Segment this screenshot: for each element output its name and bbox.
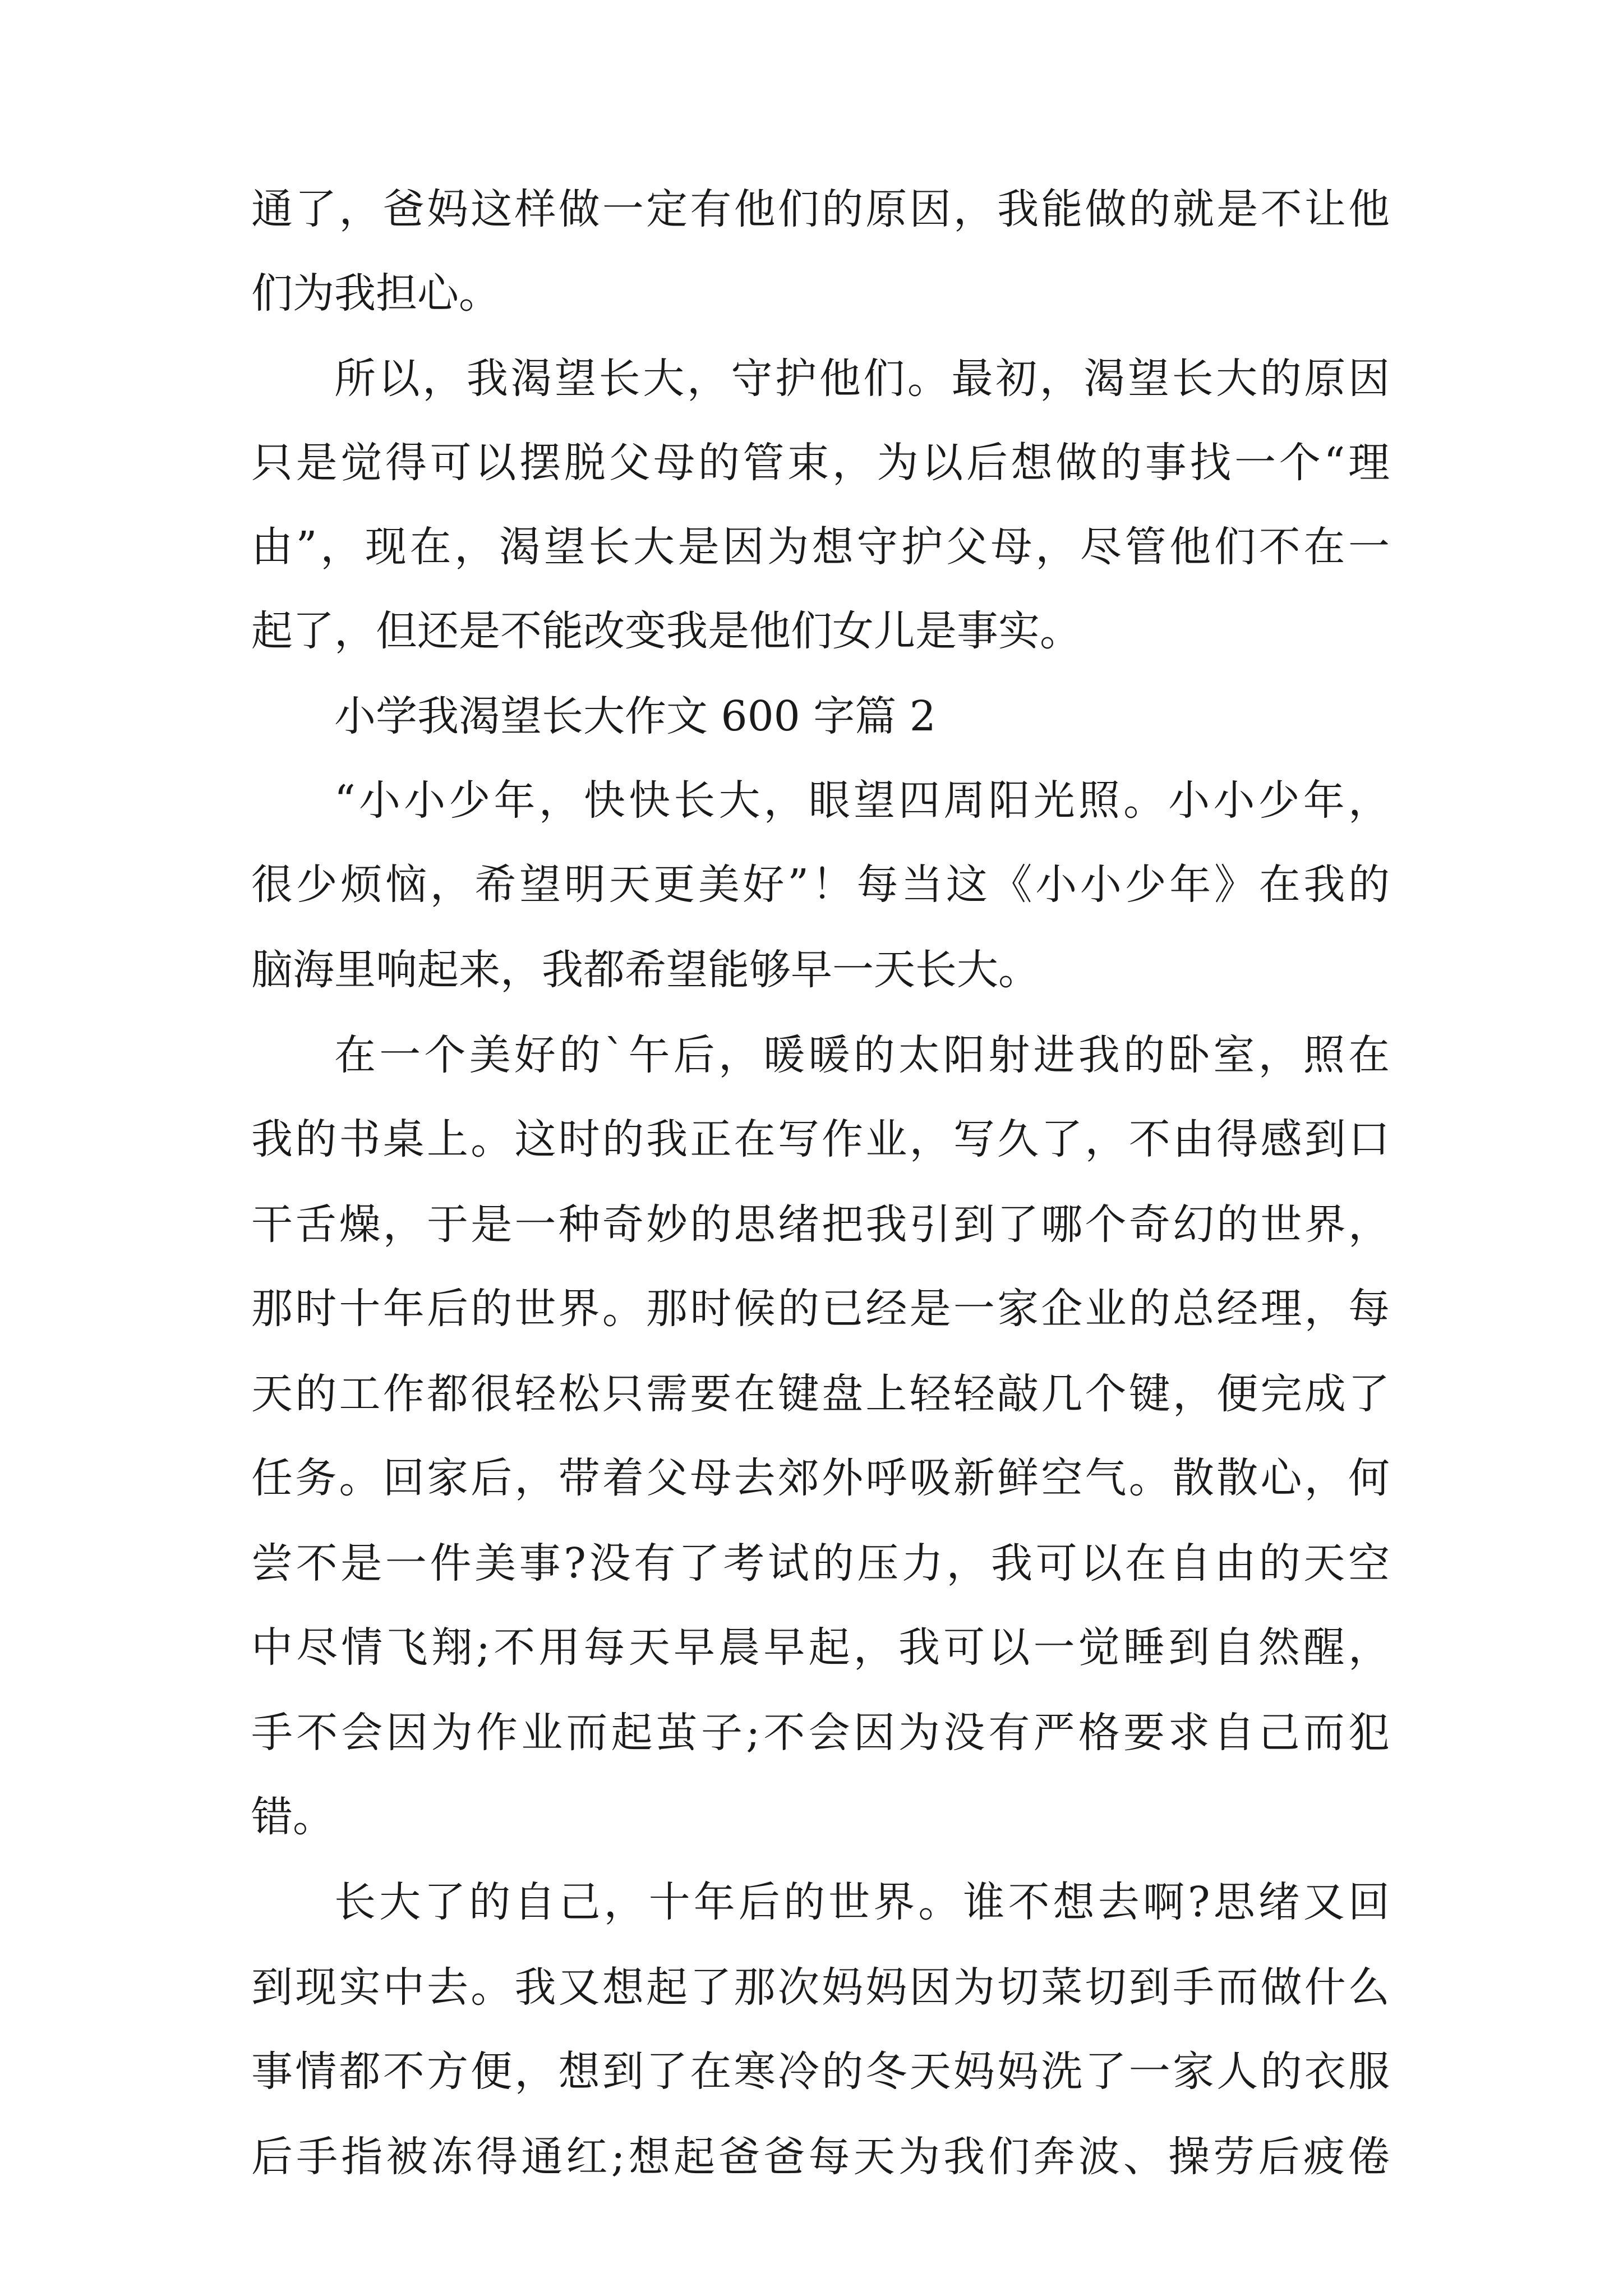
- text-line: 在一个美好的`午后，暖暖的太阳射进我的卧室，照在: [334, 1031, 1390, 1079]
- text-line: 事情都不方便，想到了在寒冷的冬天妈妈洗了一家人的衣服: [251, 2047, 1390, 2096]
- text-line: 错。: [251, 1793, 334, 1841]
- text-line: 起了，但还是不能改变我是他们女儿是事实。: [251, 607, 1081, 655]
- text-line: 那时十年后的世界。那时候的已经是一家企业的总经理，每: [251, 1285, 1390, 1333]
- text-line: 通了，爸妈这样做一定有他们的原因，我能做的就是不让他: [251, 185, 1390, 233]
- text-line: 由”，现在，渴望长大是因为想守护父母，尽管他们不在一: [251, 523, 1390, 571]
- text-line: 天的工作都很轻松只需要在键盘上轻轻敲几个键，便完成了: [251, 1370, 1390, 1418]
- text-line: 任务。回家后，带着父母去郊外呼吸新鲜空气。散散心，何: [251, 1454, 1390, 1502]
- text-line: 们为我担心。: [251, 269, 500, 318]
- text-line: 中尽情飞翔;不用每天早晨早起，我可以一觉睡到自然醒，: [251, 1623, 1390, 1672]
- text-line: 所以，我渴望长大，守护他们。最初，渴望长大的原因: [334, 355, 1390, 403]
- text-line: 到现实中去。我又想起了那次妈妈因为切菜切到手而做什么: [251, 1963, 1390, 2012]
- text-line: 脑海里响起来，我都希望能够早一天长大。: [251, 946, 1040, 994]
- text-line: 很少烦恼，希望明天更美好”！每当这《小小少年》在我的: [251, 861, 1390, 909]
- text-line: “小小少年，快快长大，眼望四周阳光照。小小少年，: [334, 776, 1390, 825]
- text-line: 只是觉得可以摆脱父母的管束，为以后想做的事找一个“理: [251, 439, 1390, 487]
- text-line: 小学我渴望长大作文 600 字篇 2: [334, 692, 936, 740]
- text-line: 长大了的自己，十年后的世界。谁不想去啊?思绪又回: [334, 1878, 1390, 1926]
- text-line: 我的书桌上。这时的我正在写作业，写久了，不由得感到口: [251, 1115, 1390, 1163]
- text-line: 干舌燥，于是一种奇妙的思绪把我引到了哪个奇幻的世界，: [251, 1200, 1390, 1249]
- text-line: 后手指被冻得通红;想起爸爸每天为我们奔波、操劳后疲倦: [251, 2133, 1390, 2181]
- text-line: 尝不是一件美事?没有了考试的压力，我可以在自由的天空: [251, 1539, 1390, 1588]
- text-line: 手不会因为作业而起茧子;不会因为没有严格要求自己而犯: [251, 1709, 1390, 1757]
